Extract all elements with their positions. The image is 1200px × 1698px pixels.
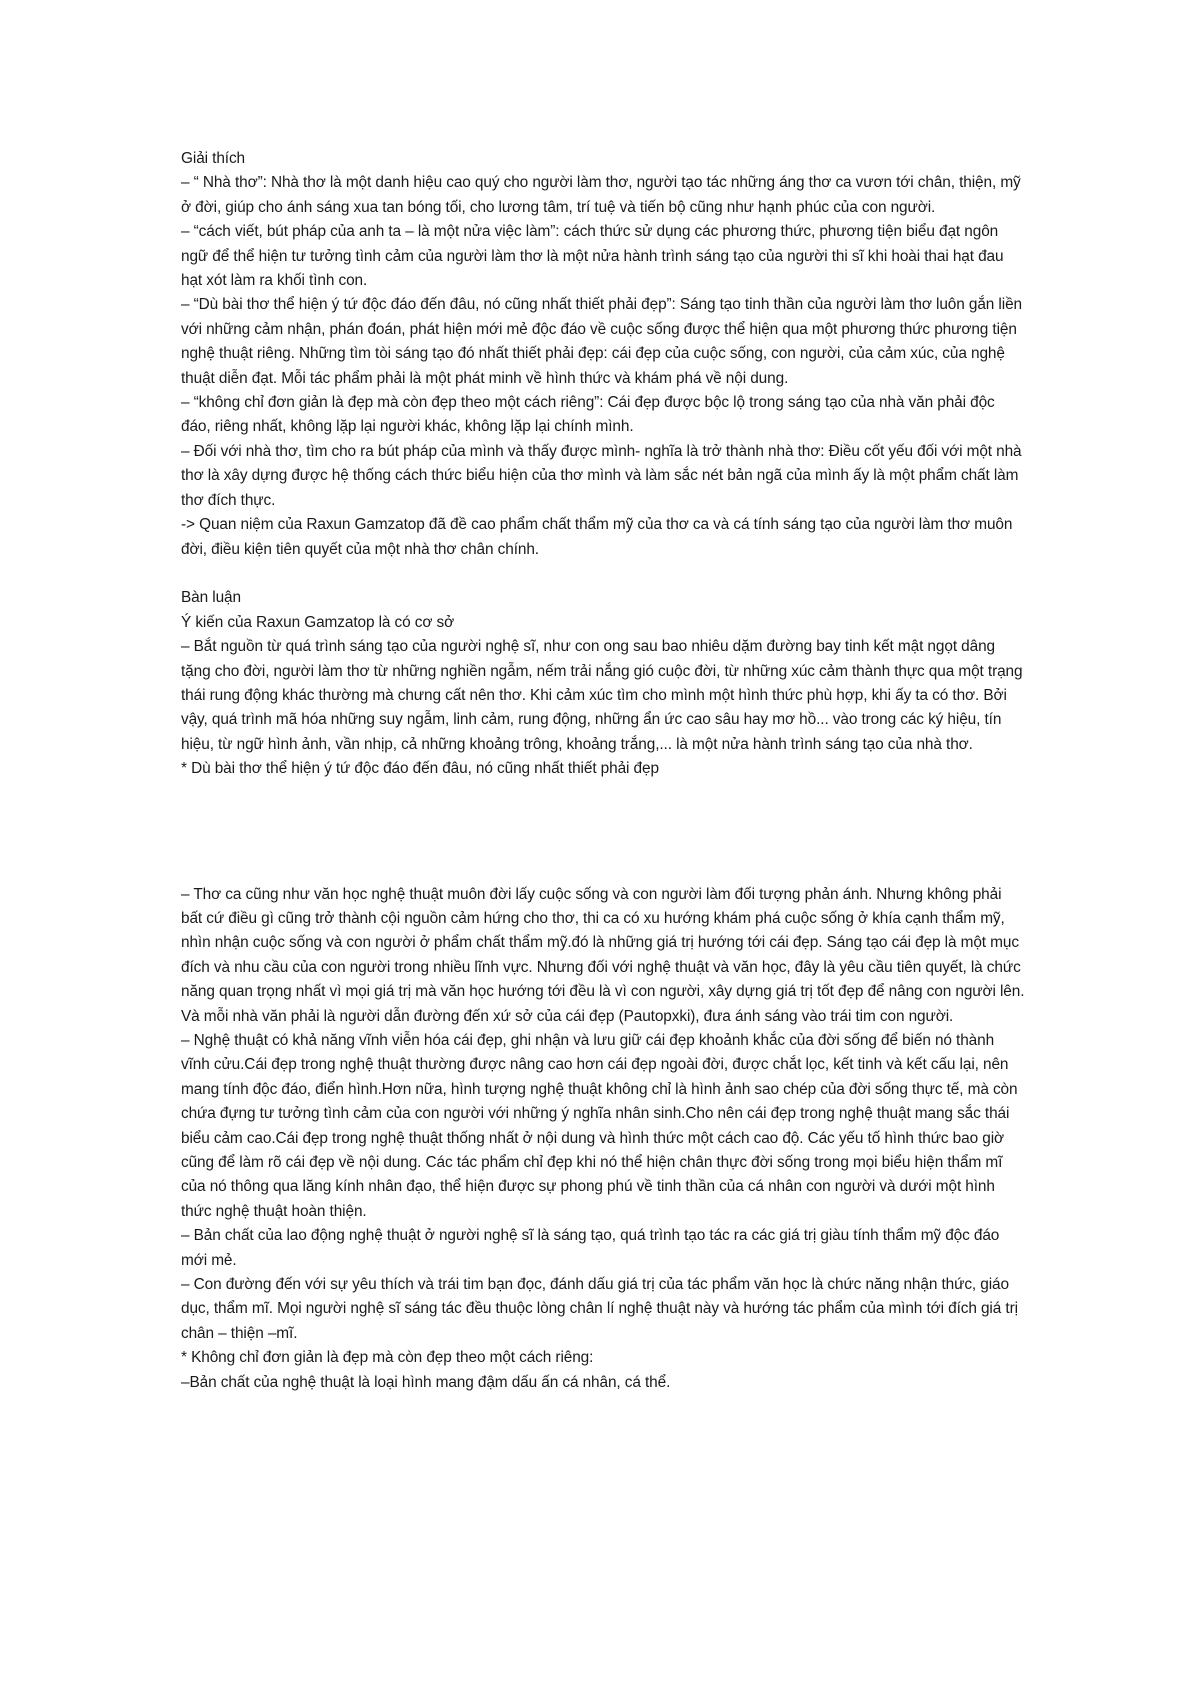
paragraph: – “Dù bài thơ thể hiện ý tứ độc đáo đến đâu, nó cũng nhất thiết phải đẹp”: Sáng tạo tinh thần của người làm thơ luôn gắn liền với những cảm nhận, phán đoán, phát hiện mới mẻ độc đáo về cuộc sống được thể hiện qua một phương thức phương tiện nghệ thuật riêng. Những tìm tòi sáng tạo đó nhất thiết phải đẹp: cái đẹp của cuộc sống, con người, của cảm xúc, của nghệ thuật diễn đạt. Mỗi tác phẩm phải là một phát minh về hình thức và khám phá về nội dung.: [181, 296, 1022, 387]
paragraph: – Con đường đến với sự yêu thích và trái tim bạn đọc, đánh dấu giá trị của tác phẩm văn học là chức năng nhận thức, giáo dục, thẩm mĩ. Mọi người nghệ sĩ sáng tác đều thuộc lòng chân lí nghệ thuật này và hướng tác phẩm của mình tới đích giá trị chân – thiện –mĩ.: [181, 1276, 1018, 1342]
paragraph: – Bản chất của lao động nghệ thuật ở người nghệ sĩ là sáng tạo, quá trình tạo tác ra các giá trị giàu tính thẩm mỹ độc đáo mới mẻ.: [181, 1227, 1000, 1269]
spacer: [181, 562, 1026, 586]
bullet-point: * Không chỉ đơn giản là đẹp mà còn đẹp theo một cách riêng:: [181, 1349, 594, 1367]
bullet-point: * Dù bài thơ thể hiện ý tứ độc đáo đến đâu, nó cũng nhất thiết phải đẹp: [181, 760, 659, 778]
paragraph: – “cách viết, bút pháp của anh ta – là một nửa việc làm”: cách thức sử dụng các phương thức, phương tiện biểu đạt ngôn ngữ để thể hiện tư tưởng tình cảm của người làm thơ là một nửa hành trình sáng tạo của người thi sĩ khi hoài thai hạt đau hạt xót làm ra khối tình con.: [181, 223, 1004, 290]
paragraph: –Bản chất của nghệ thuật là loại hình mang đậm dấu ấn cá nhân, cá thể.: [181, 1373, 671, 1391]
paragraph: – Thơ ca cũng như văn học nghệ thuật muôn đời lấy cuộc sống và con người làm đối tượng phản ánh. Nhưng không phải bất cứ điều gì cũng trở thành cội nguồn cảm hứng cho thơ, thi ca có xu hướng khám phá cuộc sống ở khía cạnh thẩm mỹ, nhìn nhận cuộc sống và con người ở phẩm chất thẩm mỹ.đó là những giá trị hướng tới cái đẹp. Sáng tạo cái đẹp là một mục đích và nhu cầu của con người trong nhiều lĩnh vực. Nhưng đối với nghệ thuật và văn học, đây là yêu cầu tiên quyết, là chức năng quan trọng nhất vì mọi giá trị mà văn học hướng tới đều là vì con người, xây dựng giá trị tốt đẹp để nâng con người lên. Và mỗi nhà văn phải là người dẫn đường đến xứ sở của cái đẹp (Pautopxki), đưa ánh sáng vào trái tim con người.: [181, 885, 1025, 1025]
paragraph-conclusion: -> Quan niệm của Raxun Gamzatop đã đề cao phẩm chất thẩm mỹ của thơ ca và cá tính sáng tạo của người làm thơ muôn đời, điều kiện tiên quyết của một nhà thơ chân chính.: [181, 516, 1013, 558]
paragraph: – “không chỉ đơn giản là đẹp mà còn đẹp theo một cách riêng”: Cái đẹp được bộc lộ trong sáng tạo của nhà văn phải độc đáo, riêng nhất, không lặp lại người khác, không lặp lại chính mình.: [181, 394, 995, 436]
section-heading-ban-luan: Bàn luận: [181, 589, 241, 607]
paragraph: – Nghệ thuật có khả năng vĩnh viễn hóa cái đẹp, ghi nhận và lưu giữ cái đẹp khoảnh khắc của đời sống để biến nó thành vĩnh cửu.Cái đẹp trong nghệ thuật thường được nâng cao hơn cái đẹp ngoài đời, được chắt lọc, kết tinh và kết cấu lại, nên mang tính độc đáo, điển hình.Hơn nữa, hình tượng nghệ thuật không chỉ là hình ảnh sao chép của đời sống thực tế, mà còn chứa đựng tư tưởng tình cảm của con người với những ý nghĩa nhân sinh.Cho nên cái đẹp trong nghệ thuật mang sắc thái biểu cảm cao.Cái đẹp trong nghệ thuật thống nhất ở nội dung và hình thức một cách cao độ. Các yếu tố hình thức bao giờ cũng để làm rõ cái đẹp về nội dung. Các tác phẩm chỉ đẹp khi nó thể hiện chân thực đời sống trong mọi biểu hiện thẩm mĩ của nó thông qua lăng kính nhân đạo, thể hiện được sự phong phú về tinh thần của cá nhân con người và dưới một hình thức nghệ thuật hoàn thiện.: [181, 1031, 1018, 1220]
paragraph: – Đối với nhà thơ, tìm cho ra bút pháp của mình và thấy được mình- nghĩa là trở thành nhà thơ: Điều cốt yếu đối với một nhà thơ là xây dựng được hệ thống cách thức biểu hiện của thơ mình và làm sắc nét bản ngã của mình ấy là một phẩm chất làm thơ đích thực.: [181, 442, 1022, 509]
document-body: [181, 147, 1026, 1395]
section-heading-giai-thich: Giải thích: [181, 150, 246, 167]
paragraph: – “ Nhà thơ”: Nhà thơ là một danh hiệu cao quý cho người làm thơ, người tạo tác những áng thơ ca vươn tới chân, thiện, mỹ ở đời, giúp cho ánh sáng xua tan bóng tối, cho lương tâm, trí tuệ và tiến bộ cũng như hạnh phúc của con người.: [181, 174, 1021, 216]
paragraph: – Bắt nguồn từ quá trình sáng tạo của người nghệ sĩ, như con ong sau bao nhiêu dặm đường bay tinh kết mật ngọt dâng tặng cho đời, người làm thơ từ những nghiền ngẫm, nếm trải nắng gió cuộc đời, từ những xúc cảm thành thực qua một trạng thái rung động khác thường mà chưng cất nên thơ. Khi cảm xúc tìm cho mình một hình thức phù hợp, khi ấy ta có thơ. Bởi vậy, quá trình mã hóa những suy ngẫm, linh cảm, rung động, những ẩn ức cao sâu hay mơ hồ... vào trong các ký hiệu, tín hiệu, từ ngữ hình ảnh, vần nhịp, cả những khoảng trông, khoảng trắng,... là một nửa hành trình sáng tạo của nhà thơ.: [181, 638, 1023, 753]
section-subheading: Ý kiến của Raxun Gamzatop là có cơ sở: [181, 613, 455, 631]
spacer: [181, 782, 1026, 883]
